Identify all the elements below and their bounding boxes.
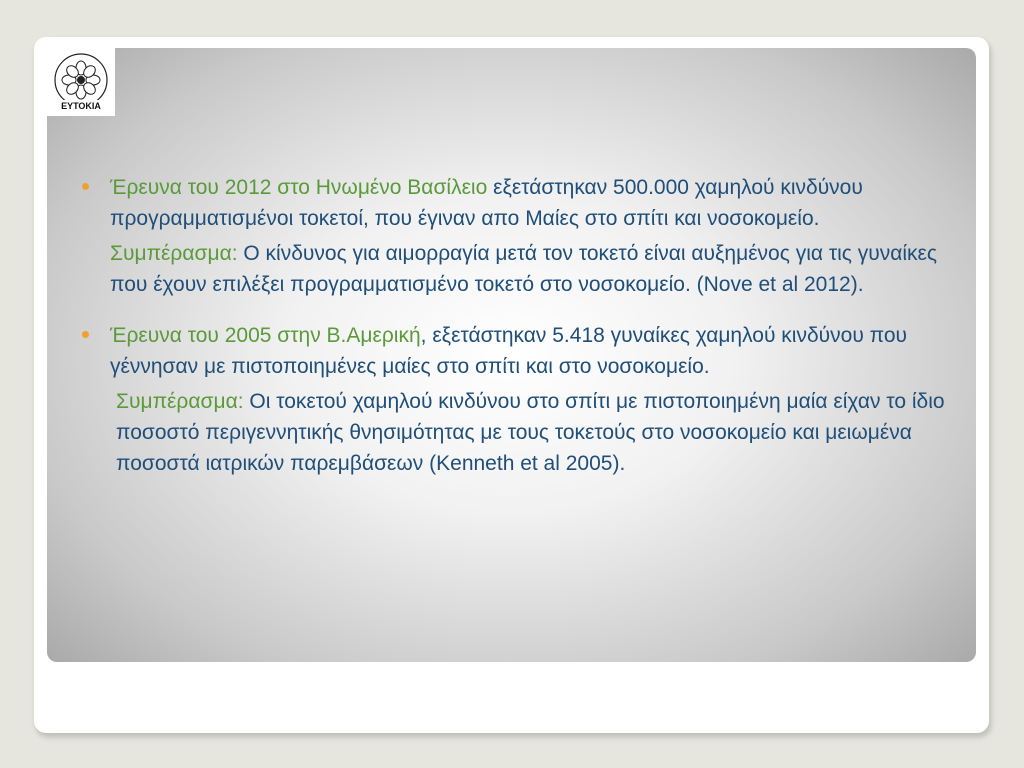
flower-logo-icon [47, 48, 115, 116]
bullet-paragraph [110, 320, 960, 382]
bullet-item-2005 [80, 320, 960, 479]
logo [47, 48, 115, 116]
bullet-item-2012 [80, 172, 960, 300]
bullet-list [80, 172, 960, 479]
conclusion-label: Συμπέρασμα: [116, 390, 244, 413]
conclusion-text: Ο κίνδυνος για αιμορραγία μετά τον τοκετό είναι αυξημένος για τις γυναίκες που έχουν επιλέξει προγραμματισμένο τοκετό στο νοσοκομείο. (Nove et al 2012). [110, 242, 938, 296]
bullet-paragraph [110, 172, 960, 234]
study-title: Έρευνα του 2012 στο Ηνωμένο Βασίλειο [110, 176, 488, 199]
study-title: Έρευνα του 2005 στην Β.Αμερική [110, 324, 421, 347]
conclusion-paragraph [110, 386, 960, 479]
logo-text: ΕΥΤΟΚΙΑ [61, 101, 101, 111]
conclusion-label: Συμπέρασμα: [110, 242, 238, 265]
bullet-dot-icon [82, 183, 89, 190]
study-text: , εξετάστηκαν 5.418 γυναίκες χαμηλού κινδύνου που γέννησαν με πιστοποιημένες μαίες στο σπίτι και στο νοσοκομείο. [110, 324, 907, 378]
bullet-dot-icon [82, 331, 89, 338]
conclusion-paragraph [110, 238, 960, 300]
conclusion-text: Οι τοκετού χαμηλού κινδύνου στο σπίτι με πιστοποιημένη μαία είχαν το ίδιο ποσοστό περιγεννητικής θνησιμότητας με τους τοκετούς στο νοσοκομείο και μειωμένα ποσοστά ιατρικών παρεμβάσεων (Kenneth et al 2005). [116, 390, 945, 475]
study-text: εξετάστηκαν 500.000 χαμηλού κινδύνου προγραμματισμένοι τοκετοί, που έγιναν απο Μαίες στο σπίτι και νοσοκομείο. [110, 176, 863, 230]
